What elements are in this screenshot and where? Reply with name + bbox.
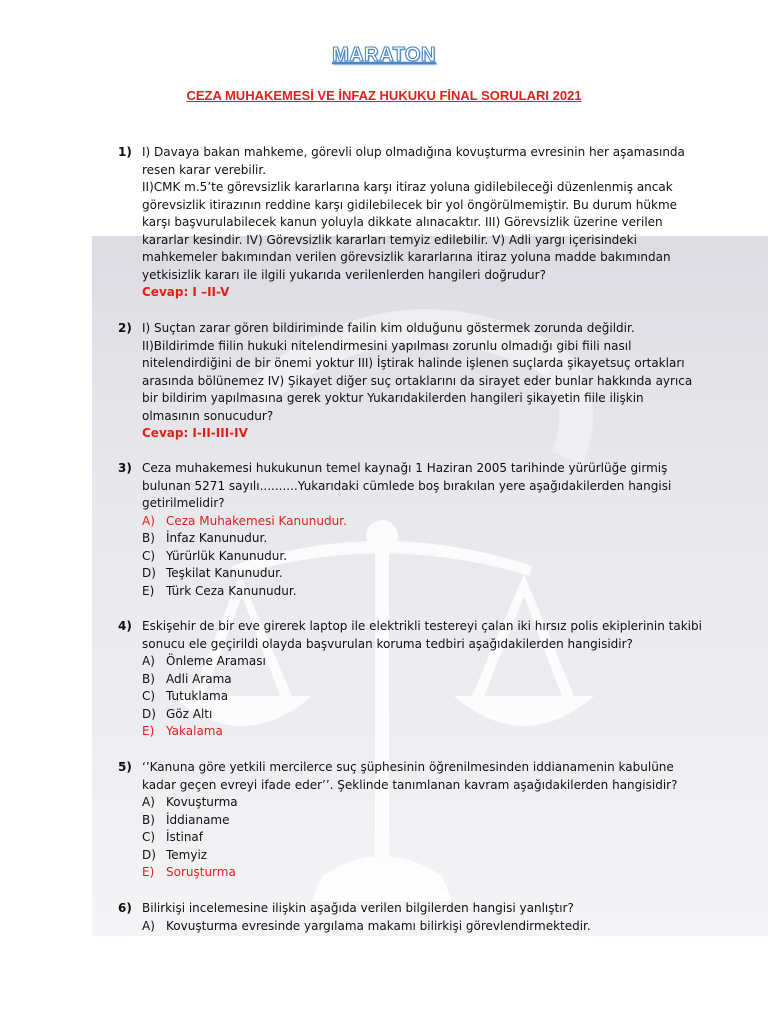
question-text: I) Davaya bakan mahkeme, görevli olup olmadığına kovuşturma evresinin her aşamasında (142, 145, 685, 159)
question-text: II)CMK m.5’te görevsizlik kararlarına karşı itiraz yoluna gidilebileceği düzenlenmiş ancak (142, 180, 673, 194)
question-text: getirilmelidir? (142, 496, 225, 510)
option-d: D) Göz Altı (142, 706, 213, 721)
question-text: bulunan 5271 sayılı..........Yukarıdaki cümlede boş bırakılan yere aşağıdakilerden hangisi (142, 478, 672, 493)
question-number: 3) (118, 461, 132, 475)
question-text: mahkemeler bakımından verilen görevsizlik kararlarına itiraz yoluna madde bakımından (142, 250, 671, 264)
question-text: olmasının sonucudur? (142, 408, 274, 423)
question-3 (118, 460, 678, 600)
option-e: E) Soruşturma (142, 865, 236, 879)
option-b: B) Adli Arama (142, 671, 232, 686)
question-text: Ceza muhakemesi hukukunun temel kaynağı 1 Haziran 2005 tarihinde yürürlüğe girmiş (142, 461, 668, 475)
question-text: görevsizlik itirazının reddine karşı gidilebilecek bir yol öngörülmemiştir. Bu durum hükme (142, 197, 678, 212)
answer-text: Cevap: I-II-III-IV (142, 426, 248, 440)
option-b: B) İnfaz Kanunudur. (142, 531, 268, 545)
question-text: II)Bildirimde fiilin hukuki nitelendirmesini yapılması zorunlu olmadığı gibi fiili nasıl (142, 338, 632, 353)
option-c: C) Tutuklama (142, 689, 229, 703)
question-text: I) Suçtan zarar gören bildiriminde failin kim olduğunu göstermek zorunda değildir. (142, 321, 635, 335)
option-a: A) Kovuşturma (142, 795, 238, 809)
question-text: Bilirkişi incelemesine ilişkin aşağıda verilen bilgilerden hangisi yanlıştır? (142, 901, 574, 915)
question-2 (118, 320, 693, 443)
answer-text: Cevap: I –II-V (142, 285, 230, 299)
question-4 (118, 618, 702, 741)
question-number: 2) (118, 321, 132, 335)
question-number: 5) (118, 760, 132, 774)
question-text: Eskişehir de bir eve girerek laptop ile elektrikli testereyi çalan iki hırsız polis ekiplerinin takibi (142, 619, 702, 633)
question-1 (118, 144, 685, 302)
option-c: C) Yürürlük Kanunudur. (142, 548, 288, 563)
question-5 (118, 759, 678, 882)
question-6 (118, 900, 678, 935)
question-text: sonucu ele geçirildi olayda başvurulan koruma tedbiri aşağıdakilerden hangisidir? (142, 636, 633, 651)
exam-title: CEZA MUHAKEMESİ VE İNFAZ HUKUKU FİNAL SORULARI 2021 (186, 88, 582, 103)
option-b: B) İddianame (142, 812, 230, 827)
question-text: yetkisizlik kararı ile ilgili yukarıda verilenlerden hangileri doğrudur? (142, 267, 546, 282)
option-a: A) Önleme Araması (142, 654, 266, 668)
option-a: A) Kovuşturma evresinde yargılama makamı bilirkişi görevlendirmektedir. (142, 918, 591, 933)
option-c: C) İstinaf (142, 830, 204, 844)
question-text: bir bildirim yapılmasına gerek yoktur Yukarıdakilerden hangileri şikayetin fiile ilişkin (142, 391, 644, 405)
question-text: karşı başvurulabilecek kanun yoluyla dikkate alınacaktır. III) Görevsizlik üzerine verilen (142, 215, 663, 229)
question-text: kararlar kesindir. IV) Görevsizlik kararları temyiz edilebilir. V) Adli yargı içerisindeki (142, 232, 637, 247)
option-d: D) Teşkilat Kanunudur. (142, 566, 283, 580)
question-text: ‘’Kanuna göre yetkili mercilerce suç şüphesinin öğrenilmesinden iddianamenin kabulüne (142, 760, 674, 774)
brand-title: MARATON (332, 44, 436, 66)
option-e: E) Yakalama (142, 724, 223, 738)
question-number: 1) (118, 145, 132, 159)
question-text: kadar geçen evreyi ifade eder’’. Şeklinde tanımlanan kavram aşağıdakilerden hangisidir? (142, 777, 678, 792)
option-e: E) Türk Ceza Kanunudur. (142, 583, 297, 598)
question-number: 6) (118, 901, 132, 915)
question-number: 4) (118, 619, 132, 633)
option-d: D) Temyiz (142, 847, 208, 862)
question-text: resen karar verebilir. (142, 162, 267, 177)
question-text: nitelendirdiğini de bir önemi yoktur III) İştirak halinde işlenen suçlarda şikayetsuç ortakları (142, 356, 685, 370)
option-a: A) Ceza Muhakemesi Kanunudur. (142, 513, 347, 528)
question-text: arasında bölünemez IV) Şikayet diğer suç ortaklarını da sirayet eder bunlar hakkında ayrıca (142, 373, 693, 388)
